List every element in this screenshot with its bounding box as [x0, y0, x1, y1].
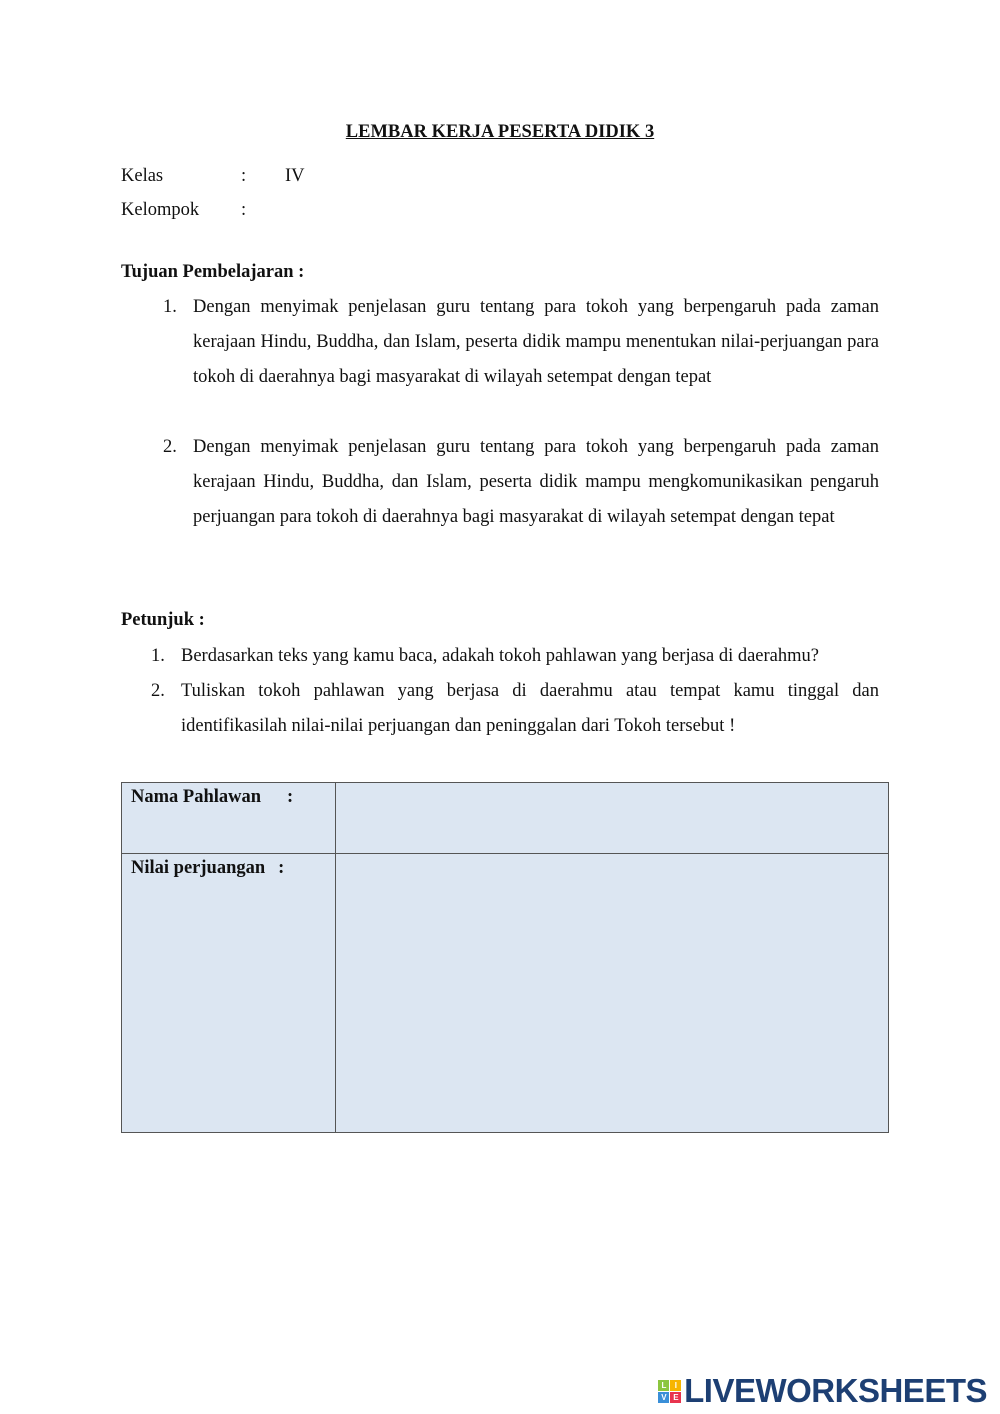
row-label: Nilai perjuangan : — [122, 854, 336, 1133]
field-kelas-label: Kelas — [121, 166, 164, 186]
field-kelas-value: IV — [285, 166, 305, 186]
table-row — [122, 783, 889, 854]
item-text: Dengan menyimak penjelasan guru tentang para tokoh yang berpengaruh pada zaman kerajaan Hindu, Buddha, dan Islam, peserta didik mampu mengkomunikasikan pengaruh perjuangan para tokoh di daerahnya bagi masyarakat di wilayah setempat dengan tepat — [193, 437, 879, 527]
tujuan-item — [163, 430, 879, 535]
answer-table — [121, 782, 889, 1133]
nama-pahlawan-answer[interactable] — [336, 783, 889, 854]
table-row — [122, 854, 889, 1133]
petunjuk-item — [151, 639, 879, 674]
liveworksheets-logo — [658, 1372, 987, 1410]
row-label: Nama Pahlawan : — [122, 783, 336, 854]
item-number: 1. — [163, 297, 177, 317]
page-title: LEMBAR KERJA PESERTA DIDIK 3 — [345, 122, 655, 142]
item-text: Tuliskan tokoh pahlawan yang berjasa di daerahmu atau tempat kamu tinggal dan identifikasilah nilai-nilai perjuangan dan peninggalan dari Tokoh tersebut ! — [181, 681, 879, 736]
petunjuk-item — [151, 674, 879, 744]
field-kelas-sep: : — [241, 166, 247, 186]
logo-text: LIVEWORKSHEETS — [684, 1372, 987, 1409]
field-kelompok-sep: : — [241, 200, 247, 220]
nilai-perjuangan-answer[interactable] — [336, 854, 889, 1133]
item-text: Berdasarkan teks yang kamu baca, adakah tokoh pahlawan yang berjasa di daerahmu? — [181, 646, 819, 666]
item-number: 2. — [151, 681, 165, 701]
item-number: 2. — [163, 437, 177, 457]
item-number: 1. — [151, 646, 165, 666]
tujuan-item — [163, 290, 879, 395]
field-kelompok-label: Kelompok — [121, 200, 200, 220]
petunjuk-heading: Petunjuk : — [121, 610, 205, 630]
tujuan-heading: Tujuan Pembelajaran : — [121, 262, 305, 282]
logo-tiles-icon: L I V E — [658, 1380, 681, 1403]
item-text: Dengan menyimak penjelasan guru tentang para tokoh yang berpengaruh pada zaman kerajaan Hindu, Buddha, dan Islam, peserta didik mampu menentukan nilai-perjuangan para tokoh di daerahnya bagi masyarakat di wilayah setempat dengan tepat — [193, 297, 879, 387]
